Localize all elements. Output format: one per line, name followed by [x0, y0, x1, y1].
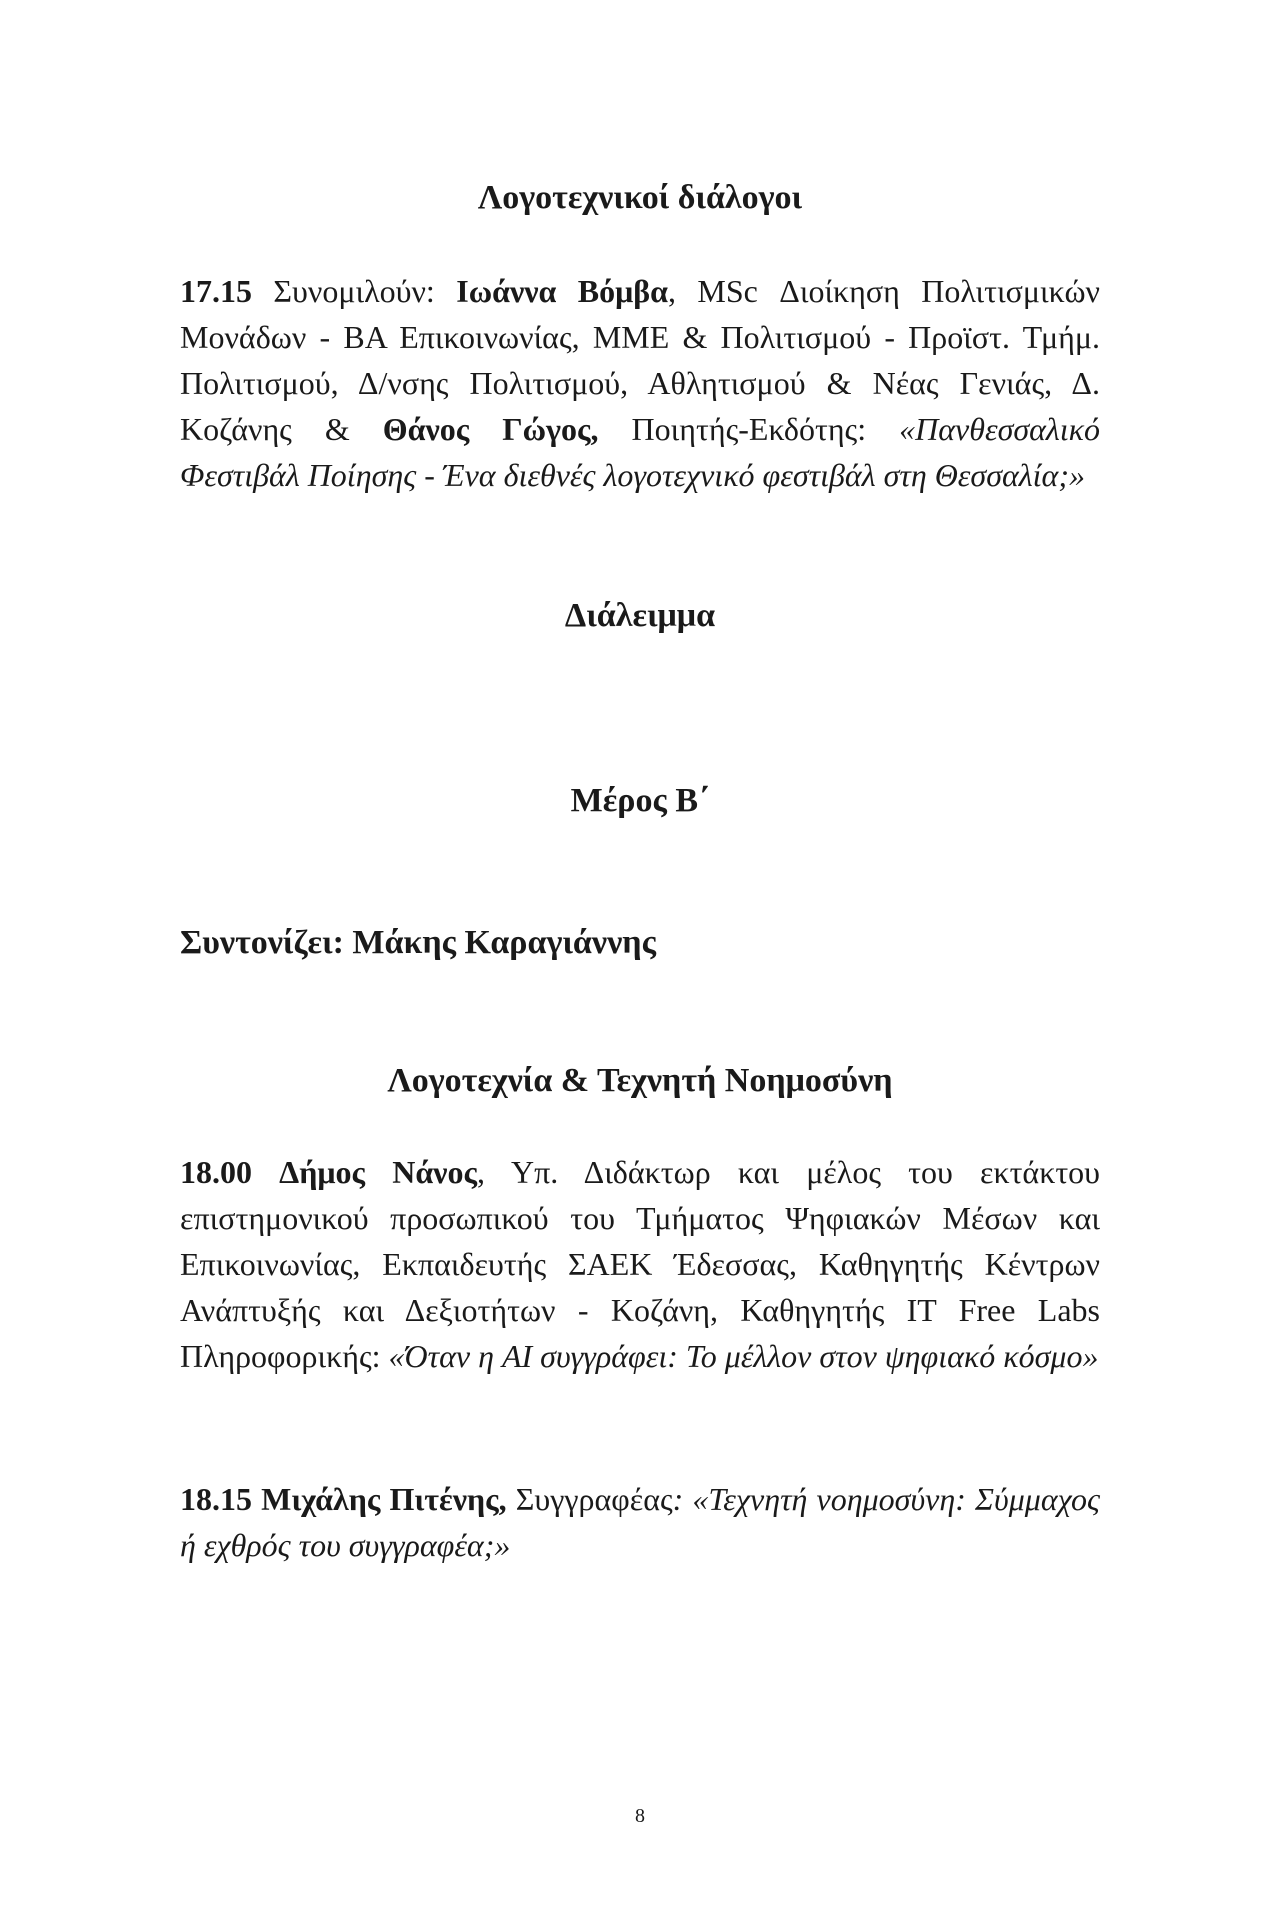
moderator-label: Συντονίζει:: [180, 924, 353, 961]
entry-time: 17.15: [180, 273, 252, 309]
section-title-ai: Λογοτεχνία & Τεχνητή Νοημοσύνη: [387, 1062, 893, 1099]
program-entry-1815: [180, 1476, 1100, 1568]
talk-title: «Όταν η AI συγγράφει: Το μέλλον στον ψηφιακό κόσμο»: [388, 1338, 1099, 1374]
speaker-name: Ιωάννα Βόμβα: [456, 273, 668, 309]
speaker-name: Μιχάλης Πιτένης,: [261, 1481, 507, 1517]
page-number: 8: [635, 1805, 645, 1827]
section-title-dialogues: Λογοτεχνικοί διάλογοι: [477, 179, 803, 216]
speaker-name: Δήμος Νάνος: [279, 1154, 477, 1190]
program-entry-1715: [180, 268, 1100, 498]
part-title: Μέρος Β΄: [570, 782, 710, 819]
speaker-role: , MSc Διοίκηση Πολιτισμικών Μονάδων - BA Επικοινωνίας, ΜΜΕ & Πολιτισμού - Προϊστ. Τμήμ. Πολιτισμού, Δ/νσης Πολιτισμού, Αθλητισμού & Νέας Γενιάς, Δ. Κοζάνης &: [180, 273, 1101, 447]
speaker-role: , Υπ. Διδάκτωρ και μέλος του εκτάκτου επιστημονικού προσωπικού του Τμήματος Ψηφιακών Μέσων και Επικοινωνίας, Εκπαιδευτής ΣΑΕΚ Έδεσσας, Καθηγητής Κέντρων Ανάπτυξής και Δεξιοτήτων - Κοζάνη, Καθηγητής IT Free Labs Πληροφορικής:: [180, 1154, 1101, 1374]
talk-title: «Πανθεσσαλικό Φεστιβάλ Ποίησης - Ένα διεθνές λογοτεχνικό φεστιβάλ στη Θεσσαλία;»: [180, 411, 1101, 493]
speaker-name: Θάνος Γώγος,: [382, 411, 599, 447]
entry-lead: Συνομιλούν:: [252, 273, 457, 309]
entry-time: 18.15: [180, 1481, 252, 1517]
speaker-role: Ποιητής-Εκδότης:: [598, 411, 900, 447]
moderator-line: [180, 923, 1100, 963]
break-label: Διάλειμμα: [564, 597, 716, 634]
entry-time: 18.00: [180, 1154, 252, 1190]
talk-title: : «Τεχνητή νοημοσύνη: Σύμμαχος ή εχθρός του συγγραφέα;»: [180, 1481, 1101, 1563]
speaker-role: Συγγραφέας: [506, 1481, 673, 1517]
moderator-name: Μάκης Καραγιάννης: [352, 924, 656, 961]
program-entry-1800: [180, 1149, 1100, 1379]
